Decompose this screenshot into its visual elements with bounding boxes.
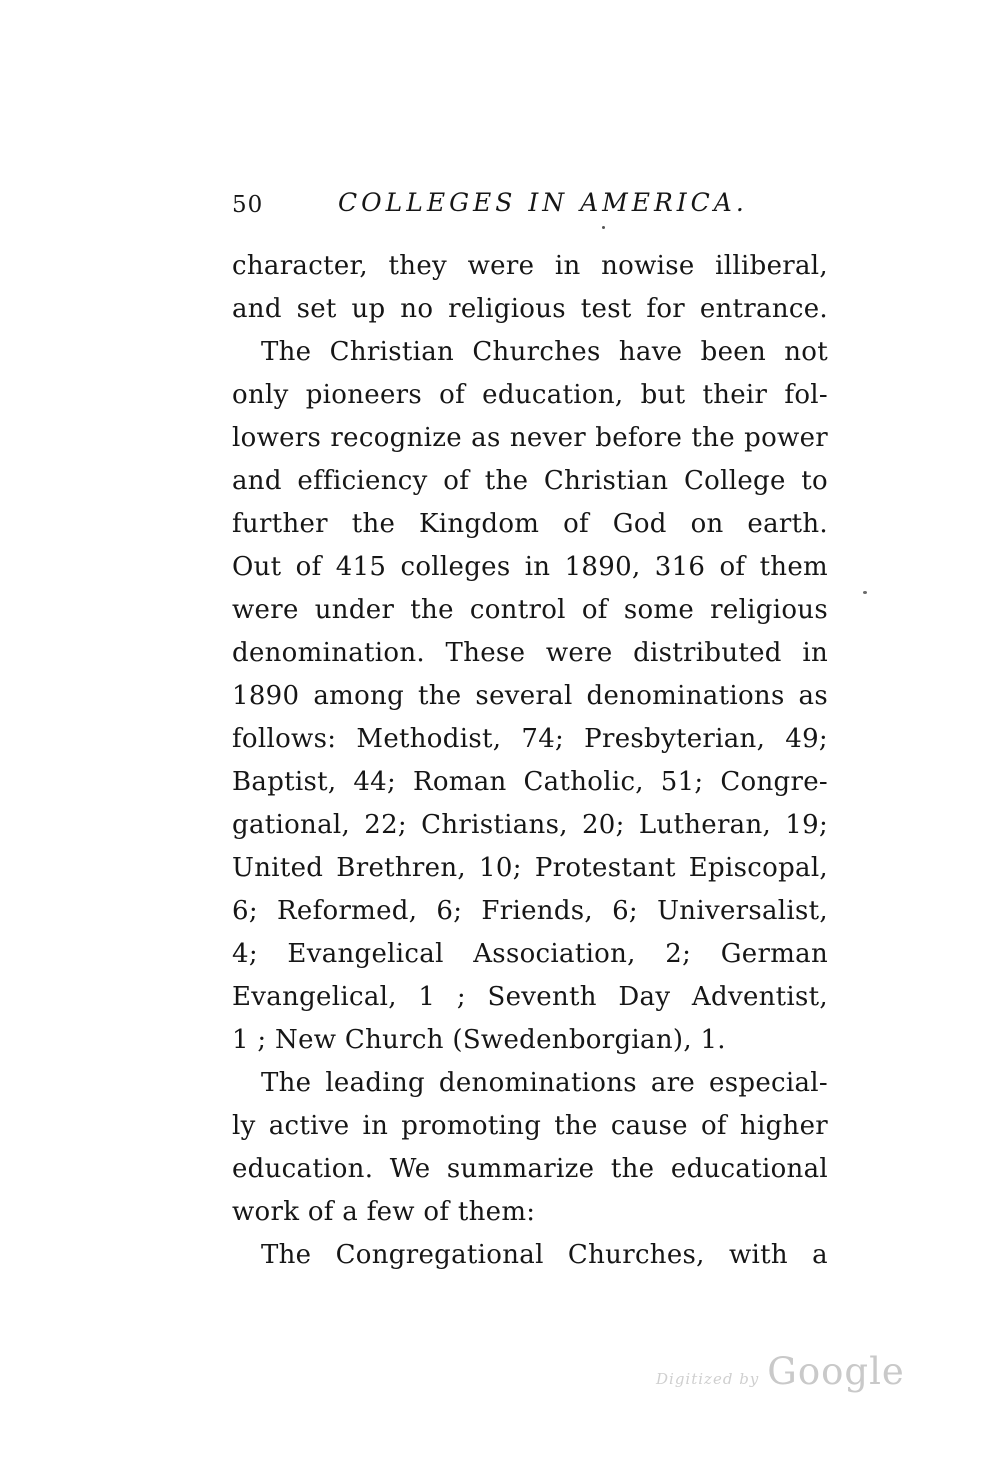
text-line: Evangelical, 1 ; Seventh Day Adventist, xyxy=(232,982,828,1012)
text-line: ly active in promoting the cause of higher xyxy=(232,1111,828,1141)
text-line: Out of 415 colleges in 1890, 316 of them xyxy=(232,552,828,582)
paragraph xyxy=(232,245,828,331)
paragraph xyxy=(232,331,828,1062)
text-line: United Brethren, 10; Protestant Episcopal, xyxy=(232,853,828,883)
text-line: The Christian Churches have been not xyxy=(261,337,828,367)
text-line: 6; Reformed, 6; Friends, 6; Universalist, xyxy=(232,896,828,926)
text-line: Baptist, 44; Roman Catholic, 51; Congre- xyxy=(232,767,828,797)
text-line: The leading denominations are especial- xyxy=(261,1068,828,1098)
text-line: further the Kingdom of God on earth. xyxy=(232,509,828,539)
digitization-watermark xyxy=(656,1350,905,1393)
text-line: work of a few of them: xyxy=(232,1197,536,1227)
text-line: only pioneers of education, but their fol- xyxy=(232,380,828,410)
text-line: were under the control of some religious xyxy=(232,595,828,625)
text-line: 4; Evangelical Association, 2; German xyxy=(232,939,828,969)
paragraph xyxy=(232,1234,828,1277)
paragraph xyxy=(232,1062,828,1234)
google-logo: Google xyxy=(767,1350,905,1393)
text-line: character, they were in nowise illiberal, xyxy=(232,251,828,281)
text-line: and efficiency of the Christian College to xyxy=(232,466,828,496)
text-line: denomination. These were distributed in xyxy=(232,638,828,668)
text-line: 1890 among the several denominations as xyxy=(232,681,828,711)
text-line: education. We summarize the educational xyxy=(232,1154,828,1184)
text-line: lowers recognize as never before the power xyxy=(232,423,828,453)
text-line: 1 ; New Church (Swedenborgian), 1. xyxy=(232,1025,726,1055)
text-line: follows: Methodist, 74; Presbyterian, 49; xyxy=(232,724,828,754)
watermark-prefix-text: Digitized by xyxy=(656,1370,760,1388)
body-text xyxy=(232,245,828,1277)
scan-artifact-dot xyxy=(863,591,867,594)
text-line: gational, 22; Christians, 20; Lutheran, 19; xyxy=(232,810,828,840)
text-line: and set up no religious test for entrance. xyxy=(232,294,828,324)
page-number: 50 xyxy=(232,192,264,218)
text-line: The Congregational Churches, with a xyxy=(261,1240,828,1270)
running-header xyxy=(232,188,828,224)
running-head-title: COLLEGES IN AMERICA. xyxy=(338,188,748,217)
scan-artifact-dot xyxy=(602,226,605,229)
